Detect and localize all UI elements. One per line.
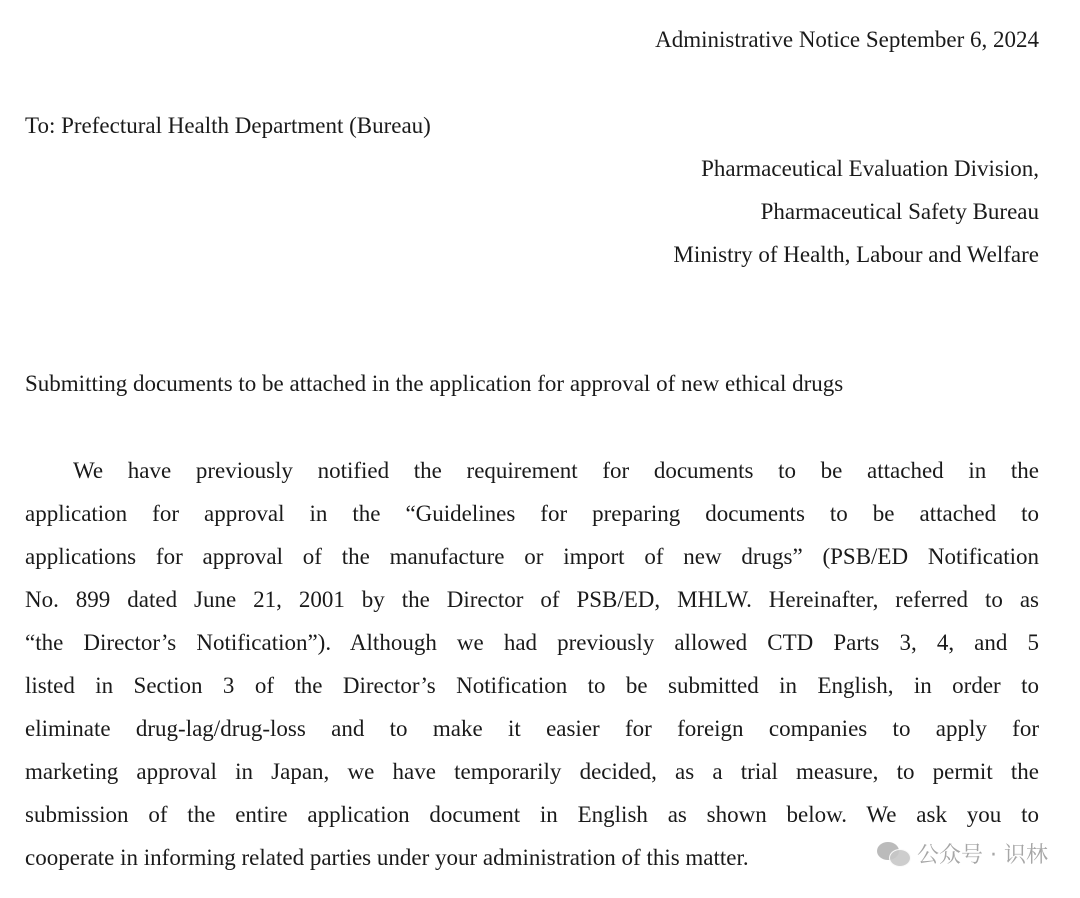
body-line: “the Director’s Notification”). Although we had previously allowed CTD Parts 3, 4, and 5 xyxy=(25,630,1039,655)
sender-line-bureau: Pharmaceutical Safety Bureau xyxy=(760,199,1039,224)
body-line: application for approval in the “Guidelines for preparing documents to be attached to xyxy=(25,501,1039,526)
body-line: applications for approval of the manufacture or import of new drugs” (PSB/ED Notification xyxy=(25,544,1039,569)
wechat-icon xyxy=(877,840,911,868)
body-line: eliminate drug-lag/drug-loss and to make it easier for foreign companies to apply for xyxy=(25,716,1039,741)
body-paragraph xyxy=(25,456,1039,886)
body-line: submission of the entire application document in English as shown below. We ask you to xyxy=(25,802,1039,827)
sender-line-division: Pharmaceutical Evaluation Division, xyxy=(701,156,1039,181)
body-line: No. 899 dated June 21, 2001 by the Director of PSB/ED, MHLW. Hereinafter, referred to as xyxy=(25,587,1039,612)
addressee: To: Prefectural Health Department (Bureau) xyxy=(25,113,431,138)
watermark xyxy=(877,838,1048,869)
body-line: listed in Section 3 of the Director’s Notification to be submitted in English, in order to xyxy=(25,673,1039,698)
watermark-text: 公众号 · 识林 xyxy=(917,843,1048,868)
body-line: We have previously notified the requirement for documents to be attached in the xyxy=(73,458,1039,483)
notice-date-header: Administrative Notice September 6, 2024 xyxy=(655,27,1039,52)
sender-line-ministry: Ministry of Health, Labour and Welfare xyxy=(673,242,1039,267)
body-line: marketing approval in Japan, we have temporarily decided, as a trial measure, to permit the xyxy=(25,759,1039,784)
subject-line: Submitting documents to be attached in the application for approval of new ethical drugs xyxy=(25,371,844,396)
body-line: cooperate in informing related parties under your administration of this matter. xyxy=(25,845,749,870)
